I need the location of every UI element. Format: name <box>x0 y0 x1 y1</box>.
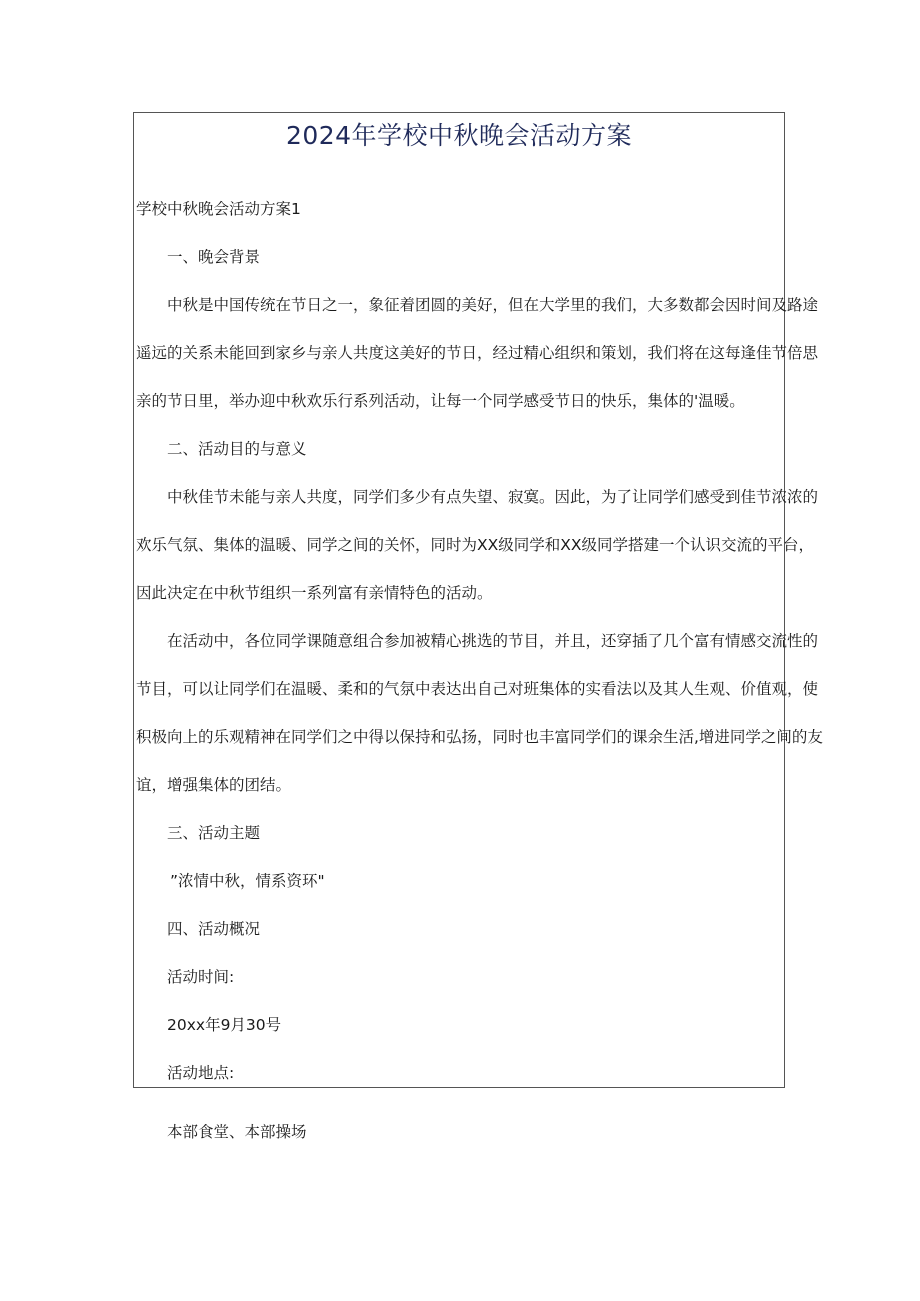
paragraph-line: 中秋是中国传统在节日之一，象征着团圆的美好，但在大学里的我们，大多数都会因时间及路途 <box>167 296 819 314</box>
section-heading-theme: 三、活动主题 <box>167 824 261 842</box>
time-value: 20xx年9月30号 <box>167 1016 282 1034</box>
place-value: 本部食堂、本部操场 <box>167 1123 307 1141</box>
theme-text: ”浓情中秋，情系资环" <box>170 872 325 890</box>
paragraph-line: 亲的节日里，举办迎中秋欢乐行系列活动，让每一个同学感受节日的快乐，集体的'温暖。 <box>136 392 745 410</box>
paragraph-line: 节目，可以让同学们在温暖、柔和的气氛中表达出自己对班集体的实看法以及其人生观、价值观，使 <box>136 680 819 698</box>
section-heading-overview: 四、活动概况 <box>167 920 261 938</box>
paragraph-line: 遥远的关系未能回到家乡与亲人共度这美好的节日，经过精心组织和策划，我们将在这每逢佳节倍思 <box>136 344 819 362</box>
paragraph-line: 欢乐气氛、集体的温暖、同学之间的关怀，同时为XX级同学和XX级同学搭建一个认识交流的平台， <box>136 536 814 554</box>
place-label: 活动地点: <box>167 1064 235 1082</box>
time-label: 活动时间: <box>167 968 235 986</box>
paragraph-line: 在活动中，各位同学课随意组合参加被精心挑选的节目，并且，还穿插了几个富有情感交流性的 <box>167 632 819 650</box>
section-heading-purpose: 二、活动目的与意义 <box>167 440 307 458</box>
paragraph-line: 因此决定在中秋节组织一系列富有亲情特色的活动。 <box>136 584 493 602</box>
subtitle: 学校中秋晚会活动方案1 <box>136 200 301 218</box>
paragraph-line: 积极向上的乐观精神在同学们之中得以保持和弘扬，同时也丰富同学们的课余生活,增进同学之间的友 <box>136 728 823 746</box>
paragraph-line: 谊，增强集体的团结。 <box>136 776 292 794</box>
document-title: 2024年学校中秋晚会活动方案 <box>285 121 633 150</box>
section-heading-background: 一、晚会背景 <box>167 248 261 266</box>
paragraph-line: 中秋佳节未能与亲人共度，同学们多少有点失望、寂寞。因此，为了让同学们感受到佳节浓浓的 <box>167 488 819 506</box>
